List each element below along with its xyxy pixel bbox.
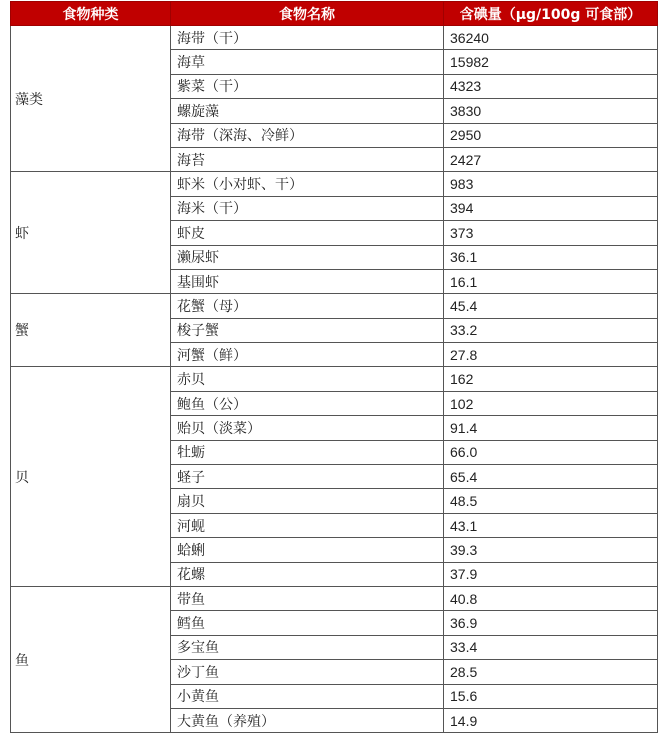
food-name-cell: 小黄鱼 — [171, 684, 444, 708]
food-name-cell: 河蟹（鲜） — [171, 343, 444, 367]
food-name-cell: 多宝鱼 — [171, 635, 444, 659]
iodine-value-cell: 66.0 — [444, 440, 658, 464]
iodine-value-cell: 3830 — [444, 99, 658, 123]
iodine-content-table — [10, 1, 658, 733]
iodine-value-cell: 48.5 — [444, 489, 658, 513]
iodine-value-cell: 983 — [444, 172, 658, 196]
iodine-value-cell: 39.3 — [444, 538, 658, 562]
table-row — [11, 367, 658, 391]
food-name-cell: 梭子蟹 — [171, 318, 444, 342]
iodine-value-cell: 36.9 — [444, 611, 658, 635]
iodine-value-cell: 33.2 — [444, 318, 658, 342]
food-name-cell: 扇贝 — [171, 489, 444, 513]
iodine-value-cell: 373 — [444, 221, 658, 245]
food-name-cell: 虾皮 — [171, 221, 444, 245]
food-name-cell: 螺旋藻 — [171, 99, 444, 123]
food-name-cell: 鲍鱼（公） — [171, 391, 444, 415]
category-cell: 贝 — [11, 367, 171, 587]
iodine-value-cell: 45.4 — [444, 294, 658, 318]
iodine-value-cell: 43.1 — [444, 513, 658, 537]
iodine-value-cell: 27.8 — [444, 343, 658, 367]
food-name-cell: 基围虾 — [171, 269, 444, 293]
iodine-value-cell: 33.4 — [444, 635, 658, 659]
iodine-value-cell: 65.4 — [444, 465, 658, 489]
food-name-cell: 牡蛎 — [171, 440, 444, 464]
iodine-value-cell: 36240 — [444, 26, 658, 50]
food-name-cell: 花蟹（母） — [171, 294, 444, 318]
food-name-cell: 带鱼 — [171, 586, 444, 610]
iodine-value-cell: 36.1 — [444, 245, 658, 269]
food-name-cell: 海带（深海、冷鲜） — [171, 123, 444, 147]
food-name-cell: 蛤蜊 — [171, 538, 444, 562]
table-row — [11, 294, 658, 318]
food-name-cell: 大黄鱼（养殖） — [171, 708, 444, 732]
food-name-cell: 海苔 — [171, 147, 444, 171]
iodine-value-cell: 162 — [444, 367, 658, 391]
iodine-value-cell: 37.9 — [444, 562, 658, 586]
iodine-value-cell: 4323 — [444, 74, 658, 98]
header-iodine-content: 含碘量（μg/100g 可食部） — [444, 2, 658, 26]
iodine-value-cell: 16.1 — [444, 269, 658, 293]
iodine-value-cell: 2427 — [444, 147, 658, 171]
iodine-value-cell: 28.5 — [444, 660, 658, 684]
category-cell: 蟹 — [11, 294, 171, 367]
iodine-value-cell: 15982 — [444, 50, 658, 74]
food-name-cell: 海米（干） — [171, 196, 444, 220]
food-name-cell: 虾米（小对虾、干） — [171, 172, 444, 196]
food-name-cell: 赤贝 — [171, 367, 444, 391]
food-name-cell: 蛏子 — [171, 465, 444, 489]
iodine-value-cell: 40.8 — [444, 586, 658, 610]
table-body — [11, 26, 658, 733]
header-row — [11, 2, 658, 26]
iodine-value-cell: 14.9 — [444, 708, 658, 732]
table-row — [11, 586, 658, 610]
iodine-value-cell: 102 — [444, 391, 658, 415]
category-cell: 藻类 — [11, 26, 171, 172]
category-cell: 虾 — [11, 172, 171, 294]
header-food-name: 食物名称 — [171, 2, 444, 26]
iodine-value-cell: 15.6 — [444, 684, 658, 708]
table-row — [11, 26, 658, 50]
food-name-cell: 鳕鱼 — [171, 611, 444, 635]
category-cell: 鱼 — [11, 586, 171, 732]
table-row — [11, 172, 658, 196]
food-name-cell: 河蚬 — [171, 513, 444, 537]
food-name-cell: 濑尿虾 — [171, 245, 444, 269]
food-name-cell: 海带（干） — [171, 26, 444, 50]
food-name-cell: 紫菜（干） — [171, 74, 444, 98]
food-name-cell: 海草 — [171, 50, 444, 74]
food-name-cell: 沙丁鱼 — [171, 660, 444, 684]
food-name-cell: 贻贝（淡菜） — [171, 416, 444, 440]
iodine-value-cell: 394 — [444, 196, 658, 220]
header-category: 食物种类 — [11, 2, 171, 26]
iodine-value-cell: 2950 — [444, 123, 658, 147]
iodine-value-cell: 91.4 — [444, 416, 658, 440]
food-name-cell: 花螺 — [171, 562, 444, 586]
